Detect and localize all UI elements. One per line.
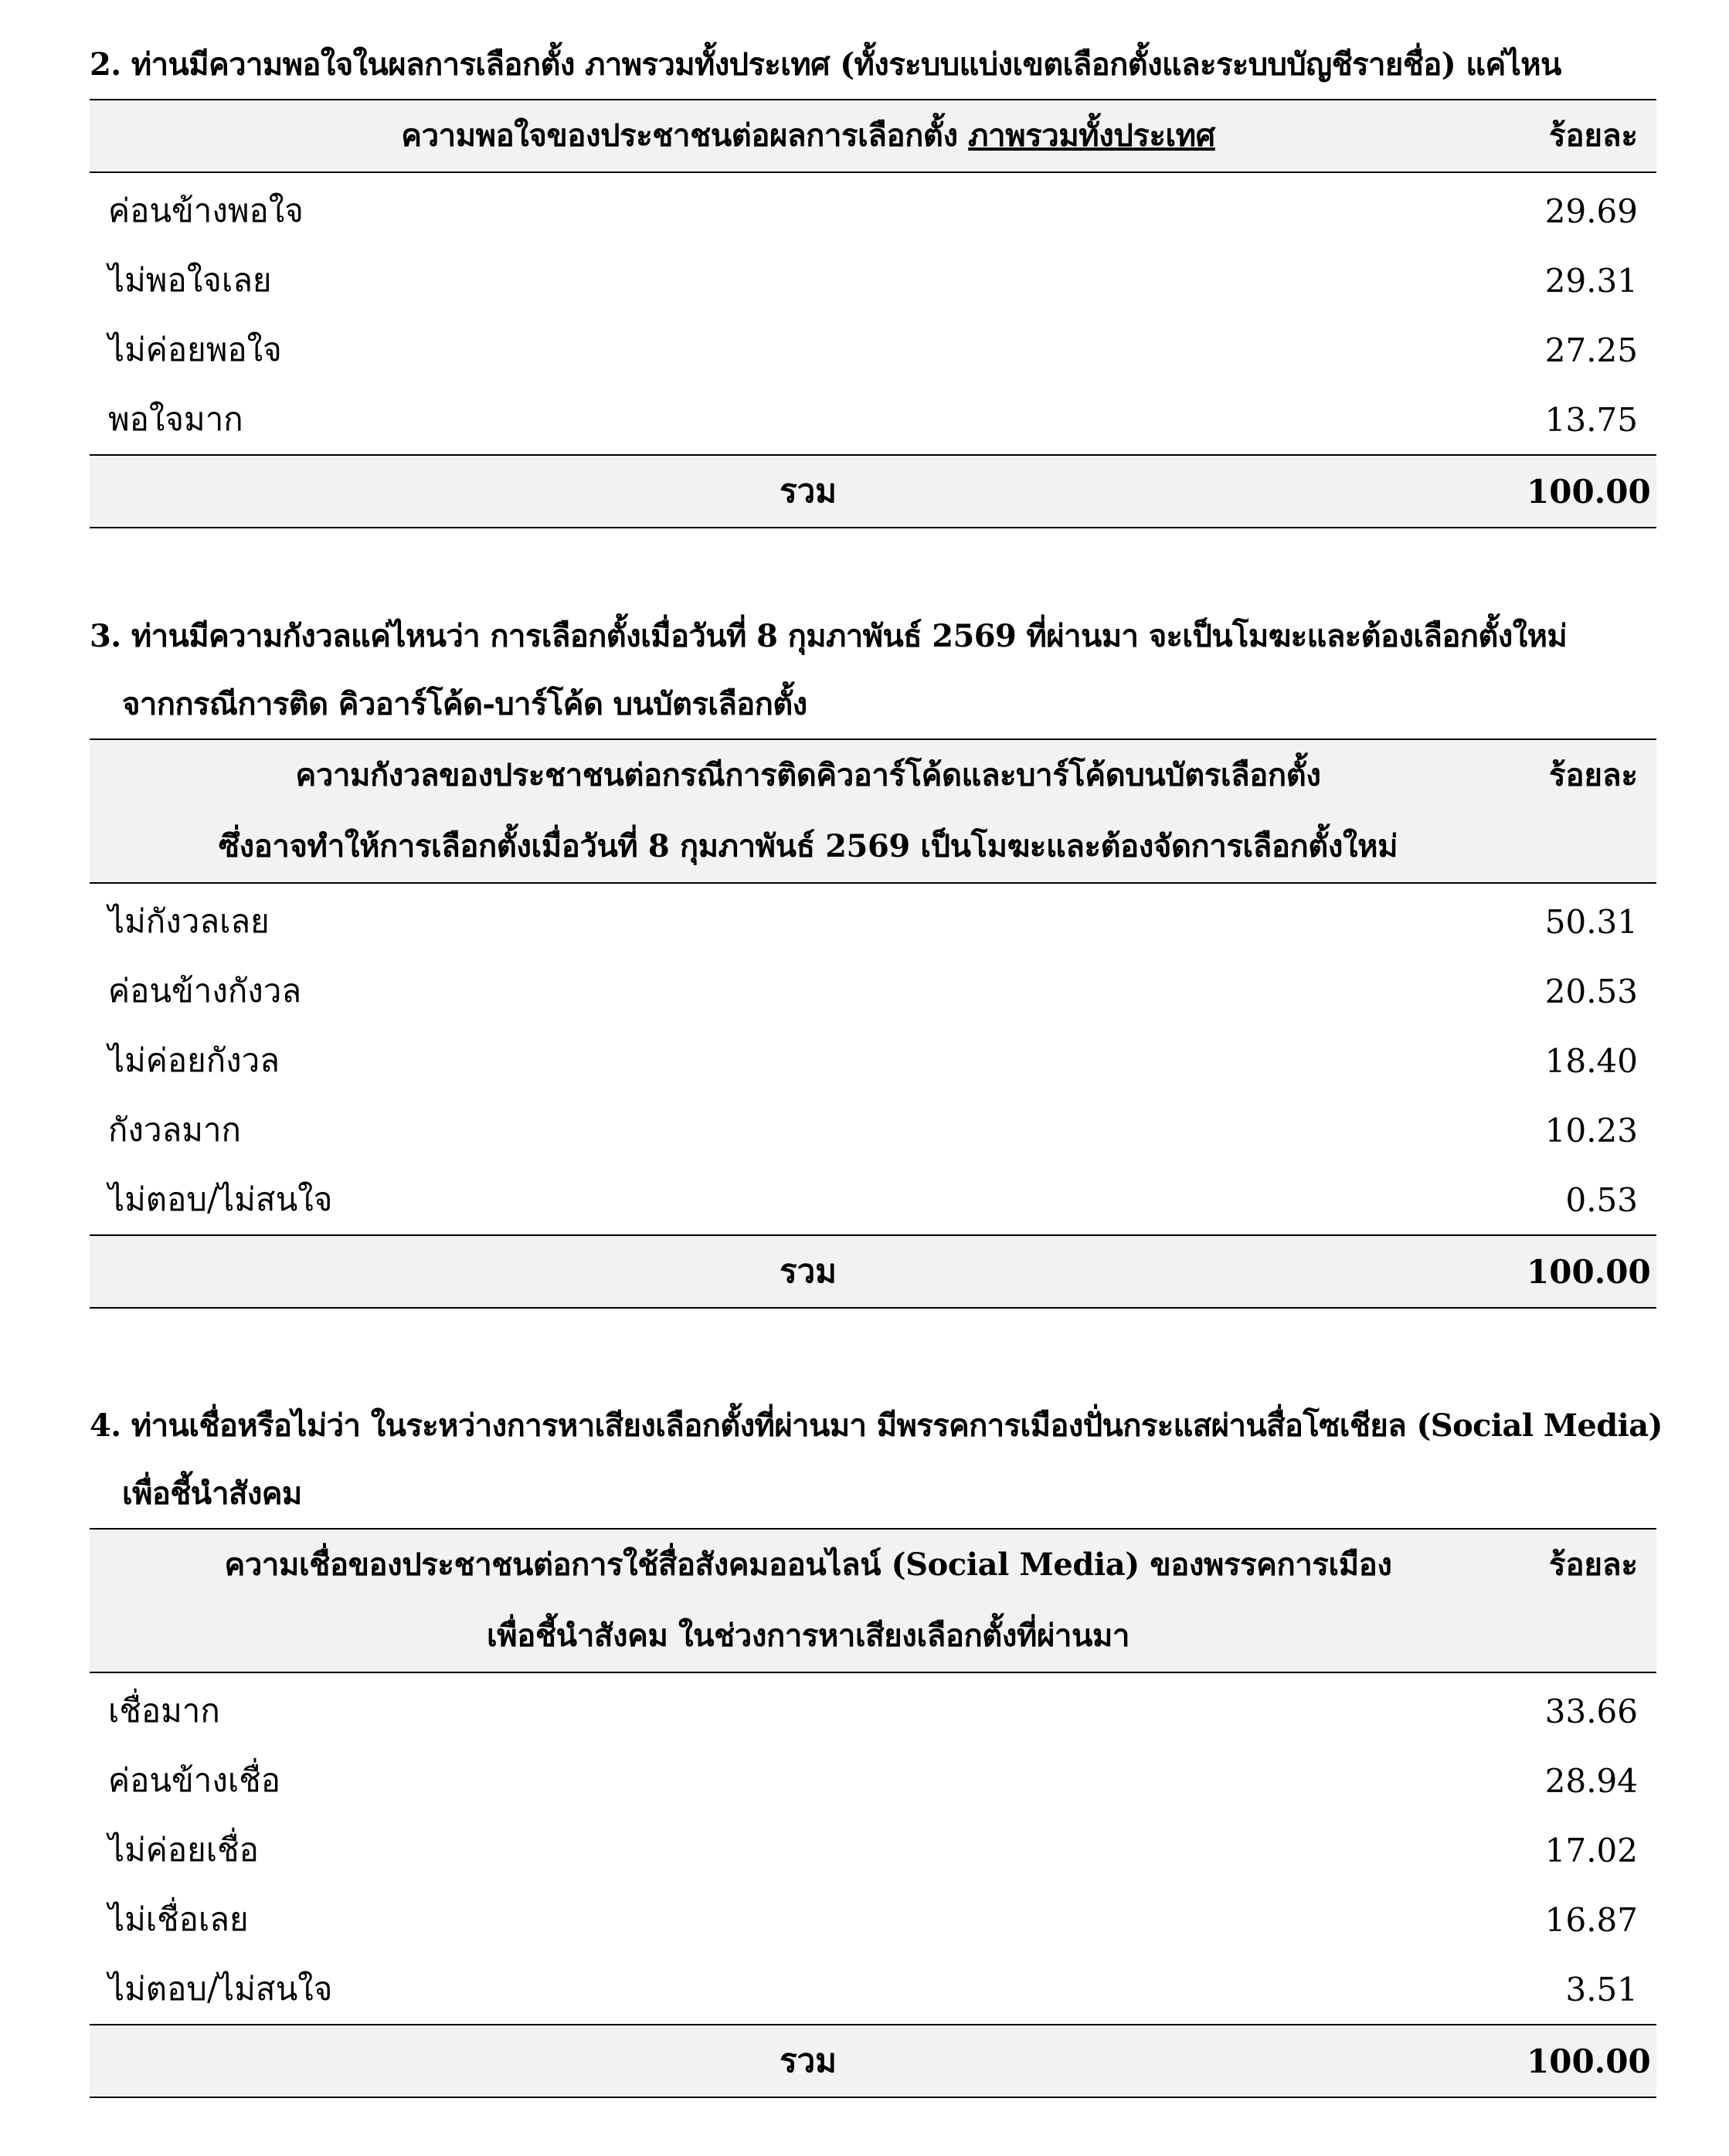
row-value: 18.40 (1544, 1041, 1638, 1080)
question-3-line1: 3. ท่านมีความกังวลแค่ไหนว่า การเลือกตั้งเมื่อวันที่ 8 กุมภาพันธ์ 2569 ที่ผ่านมา จะเป็นโมฆะและต้องเลือกตั้งใหม่ (90, 618, 1568, 654)
total-value: 100.00 (1527, 1235, 1656, 1308)
table-row (90, 172, 1656, 246)
total-label: รวม (90, 1235, 1527, 1308)
table-header-row (90, 100, 1656, 172)
row-label: ไม่ค่อยเชื่อ (108, 1831, 259, 1869)
question-4 (90, 1392, 1663, 1528)
percent-header: ร้อยละ (1527, 100, 1656, 172)
total-label: รวม (90, 2025, 1527, 2097)
total-row (90, 455, 1656, 528)
table-row (90, 1746, 1656, 1815)
row-label: ค่อนข้างกังวล (108, 972, 302, 1010)
row-value: 28.94 (1544, 1761, 1638, 1800)
question-2 (90, 31, 1656, 99)
header-text: ความพอใจของประชาชนต่อผลการเลือกตั้ง (401, 117, 969, 154)
table-row (90, 883, 1656, 956)
row-value: 17.02 (1544, 1831, 1638, 1869)
row-label: ไม่ค่อยพอใจ (108, 331, 282, 368)
row-label: ไม่ค่อยกังวล (108, 1041, 280, 1079)
total-row (90, 1235, 1656, 1308)
table-q4-belief (90, 1528, 1656, 2098)
section-q4 (90, 1392, 1663, 2098)
row-label: พอใจมาก (108, 400, 243, 438)
table-header-row (90, 1529, 1656, 1672)
row-value: 16.87 (1544, 1900, 1638, 1939)
row-label: ไม่ตอบ/ไม่สนใจ (108, 1180, 333, 1218)
percent-header: ร้อยละ (1527, 1529, 1656, 1672)
row-value: 10.23 (1544, 1111, 1638, 1149)
row-value: 33.66 (1544, 1692, 1638, 1730)
row-label: ไม่กังวลเลย (108, 902, 270, 940)
row-label: ไม่พอใจเลย (108, 261, 272, 299)
percent-header: ร้อยละ (1527, 739, 1656, 883)
section-q3 (90, 603, 1656, 1309)
question-3 (90, 603, 1656, 738)
table-row (90, 1095, 1656, 1165)
table-header-row (90, 739, 1656, 883)
header-line2: เพื่อชี้นำสังคม ในช่วงการหาเสียงเลือกตั้งที่ผ่านมา (486, 1618, 1130, 1654)
row-value: 29.31 (1544, 261, 1638, 300)
table-row (90, 1026, 1656, 1095)
category-header (90, 739, 1527, 883)
category-header (90, 100, 1527, 172)
row-label: เชื่อมาก (108, 1692, 220, 1730)
row-label: ไม่ตอบ/ไม่สนใจ (108, 1970, 333, 2008)
total-value: 100.00 (1527, 2025, 1656, 2097)
question-4-line2: เพื่อชี้นำสังคม (122, 1475, 302, 1512)
category-header (90, 1529, 1527, 1672)
question-2-text: 2. ท่านมีความพอใจในผลการเลือกตั้ง ภาพรวมทั้งประเทศ (ทั้งระบบแบ่งเขตเลือกตั้งและระบบบัญชีรายชื่อ) แค่ไหน (90, 46, 1561, 83)
header-line1: ความกังวลของประชาชนต่อกรณีการติดคิวอาร์โค้ดและบาร์โค้ดบนบัตรเลือกตั้ง (295, 757, 1321, 793)
section-q2 (90, 31, 1656, 528)
total-value: 100.00 (1527, 455, 1656, 528)
table-q3-concern (90, 738, 1656, 1309)
table-row (90, 1815, 1656, 1885)
row-value: 29.69 (1544, 192, 1638, 230)
table-row (90, 246, 1656, 315)
table-row (90, 1954, 1656, 2025)
total-row (90, 2025, 1656, 2097)
question-4-line1: 4. ท่านเชื่อหรือไม่ว่า ในระหว่างการหาเสียงเลือกตั้งที่ผ่านมา มีพรรคการเมืองปั่นกระแสผ่านสื่อโซเชียล (Social Media) (90, 1407, 1663, 1444)
table-row (90, 385, 1656, 455)
row-value: 27.25 (1544, 331, 1638, 369)
row-label: ค่อนข้างพอใจ (108, 192, 304, 229)
header-underlined-text: ภาพรวมทั้งประเทศ (968, 117, 1215, 154)
row-value: 13.75 (1544, 400, 1638, 439)
header-line1: ความเชื่อของประชาชนต่อการใช้สื่อสังคมออนไลน์ (Social Media) ของพรรคการเมือง (224, 1547, 1392, 1583)
question-3-line2: จากกรณีการติด คิวอาร์โค้ด-บาร์โค้ด บนบัตรเลือกตั้ง (122, 686, 807, 722)
row-value: 20.53 (1544, 972, 1638, 1010)
table-row (90, 956, 1656, 1026)
table-q2-satisfaction (90, 99, 1656, 528)
row-label: ค่อนข้างเชื่อ (108, 1761, 280, 1799)
row-value: 3.51 (1565, 1970, 1638, 2008)
row-value: 50.31 (1544, 902, 1638, 941)
total-label: รวม (90, 455, 1527, 528)
row-label: กังวลมาก (108, 1111, 241, 1149)
table-row (90, 1672, 1656, 1746)
table-row (90, 1165, 1656, 1235)
header-line2: ซึ่งอาจทำให้การเลือกตั้งเมื่อวันที่ 8 กุมภาพันธ์ 2569 เป็นโมฆะและต้องจัดการเลือกตั้งใหม่ (218, 828, 1398, 864)
row-label: ไม่เชื่อเลย (108, 1900, 249, 1938)
table-row (90, 1885, 1656, 1954)
table-row (90, 315, 1656, 385)
row-value: 0.53 (1565, 1180, 1638, 1219)
